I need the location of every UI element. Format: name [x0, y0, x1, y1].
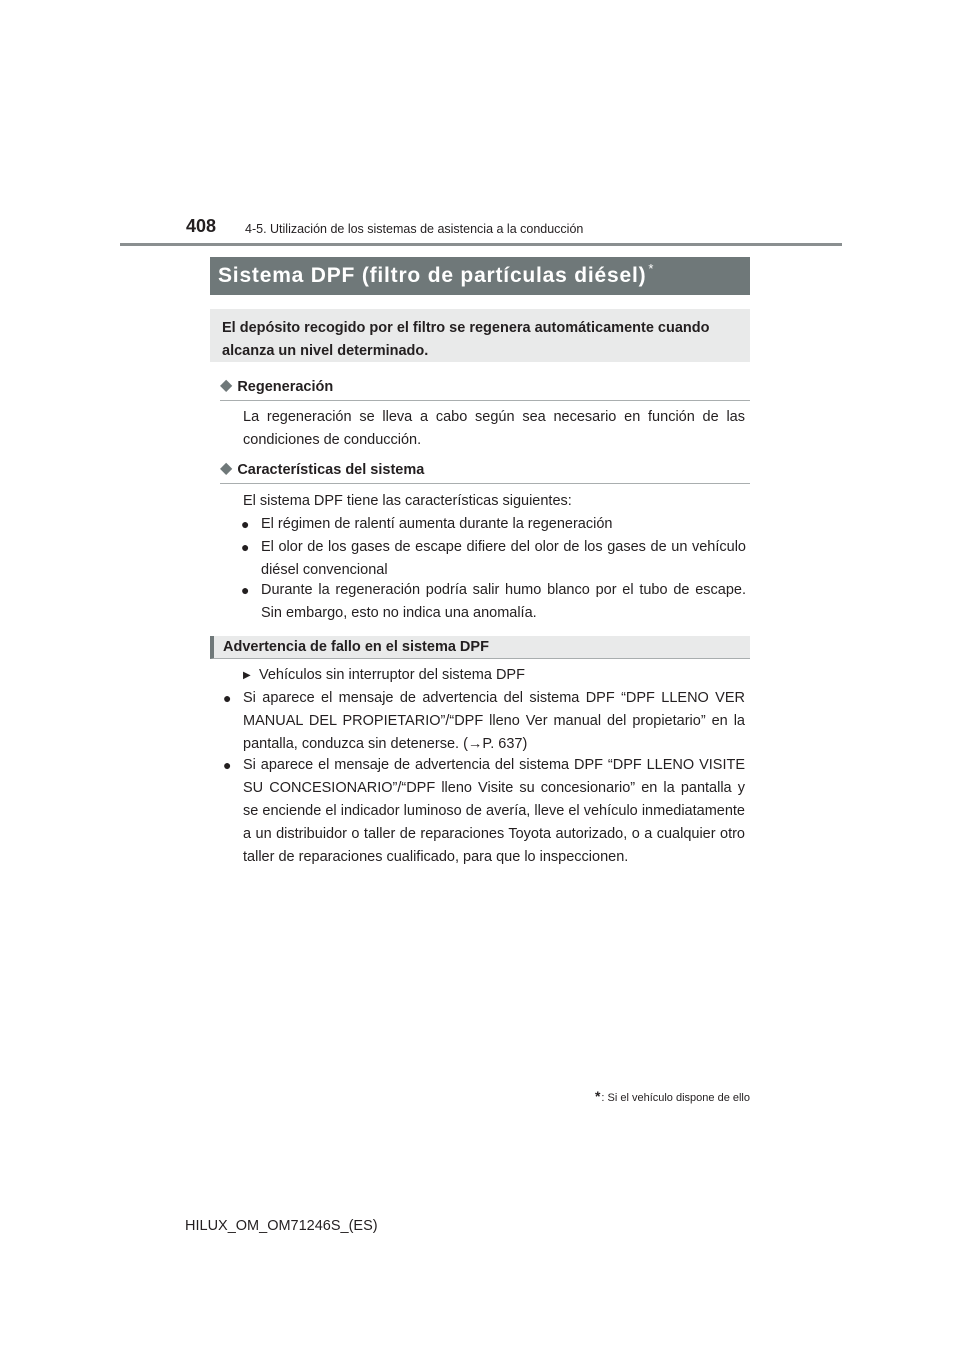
bullet-dot-icon: ● — [223, 690, 232, 706]
subheading-regeneracion — [220, 379, 750, 401]
subheading-label: Regeneración — [237, 379, 334, 395]
intro-box: El depósito recogido por el filtro se regenera automáticamente cuando alcanza un nivel determinado. — [210, 309, 750, 362]
paragraph-regeneracion: La regeneración se lleva a cabo según sea necesario en función de las condiciones de conducción. — [243, 409, 745, 448]
bullet-dot-icon: ● — [223, 757, 232, 773]
page-number: 408 — [186, 216, 217, 236]
paragraph-caracteristicas: El sistema DPF tiene las características siguientes: — [243, 493, 572, 509]
diamond-icon: ◆ — [220, 460, 233, 477]
chapter-title: 4-5. Utilización de los sistemas de asistencia a la conducción — [245, 222, 584, 236]
document-code: HILUX_OM_OM71246S_(ES) — [185, 1218, 378, 1234]
list-item: ● Si aparece el mensaje de advertencia del sistema DPF “DPF LLENO VER MANUAL DEL PROPIETARIO”/“DPF lleno Ver manual del propietario” en la pantalla, conduzca sin detenerse. (→P. 637) — [223, 687, 745, 756]
diamond-icon: ◆ — [220, 377, 233, 394]
condition-text: Vehículos sin interruptor del sistema DPF — [259, 667, 525, 683]
header-divider — [120, 243, 842, 246]
list-item: ● Durante la regeneración podría salir humo blanco por el tubo de escape. Sin embargo, esto no indica una anomalía. — [241, 579, 746, 625]
footnote — [575, 1088, 750, 1104]
condition-line — [243, 664, 525, 687]
bullet-dot-icon: ● — [241, 516, 250, 532]
bullet-dot-icon: ● — [241, 582, 250, 598]
subheading-caracteristicas — [220, 462, 750, 484]
section-title: Sistema DPF (filtro de partículas diésel) — [218, 264, 647, 287]
list-item: ● El régimen de ralentí aumenta durante la regeneración — [241, 513, 746, 536]
footnote-text: : Si el vehículo dispone de ello — [601, 1092, 750, 1104]
warning-heading-box: Advertencia de fallo en el sistema DPF — [210, 636, 750, 659]
triangle-right-icon: ▶ — [243, 670, 251, 681]
asterisk-icon: * — [648, 260, 654, 276]
asterisk-icon: * — [594, 1088, 601, 1104]
list-item: ● El olor de los gases de escape difiere del olor de los gases de un vehículo diésel convencional — [241, 536, 746, 582]
list-item: ● Si aparece el mensaje de advertencia del sistema DPF “DPF LLENO VISITE SU CONCESIONARIO”/“DPF lleno Visite su concesionario” en la pantalla y se enciende el indicador luminoso de avería, lleve el vehículo inmediatamente a un distribuidor o taller de reparaciones Toyota autorizado, o a cualquier otro taller de reparaciones cualificado, para que lo inspeccionen. — [223, 754, 745, 869]
bullet-dot-icon: ● — [241, 539, 250, 555]
section-title-bar — [210, 257, 750, 295]
subheading-label: Características del sistema — [237, 462, 425, 478]
